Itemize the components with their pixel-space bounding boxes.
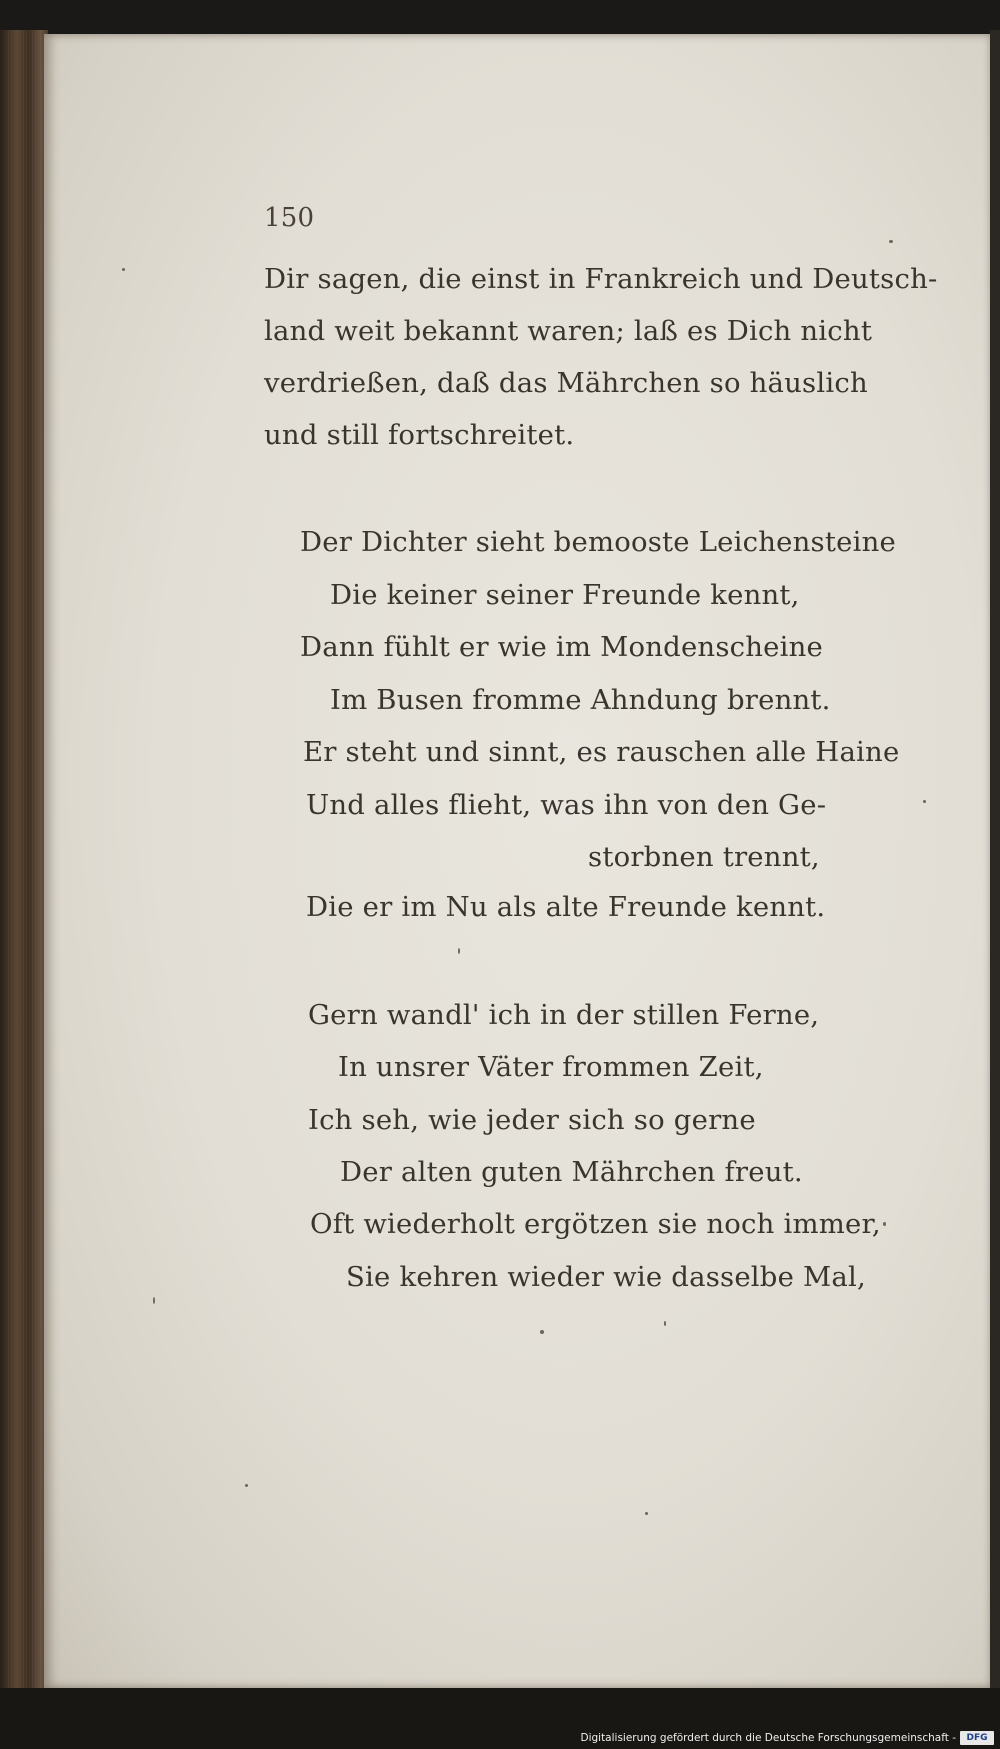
page-number: 150 (264, 203, 315, 233)
paper-speck (664, 1321, 666, 1326)
dfg-logo: DFG (960, 1731, 994, 1745)
verse-line: Die keiner seiner Freunde kennt, (330, 579, 800, 611)
prose-line-2: land weit bekannt waren; laß es Dich nicht (264, 315, 873, 347)
verse-line: Und alles flieht, was ihn von den Ge- (306, 789, 827, 821)
verse-line: storbnen trennt, (588, 841, 820, 873)
paper-speck (458, 948, 460, 954)
paper-speck (245, 1484, 248, 1487)
verse-line: Die er im Nu als alte Freunde kennt. (306, 891, 826, 923)
verse-line: Er steht und sinnt, es rauschen alle Haine (303, 736, 900, 768)
verse-line: Der alten guten Mährchen freut. (340, 1156, 803, 1188)
paper-speck (122, 268, 125, 271)
book-page-edges (0, 30, 48, 1690)
scan-right-border (990, 30, 1000, 1690)
prose-line-3: verdrießen, daß das Mährchen so häuslich (264, 367, 868, 399)
verse-line: Sie kehren wieder wie dasselbe Mal, (346, 1261, 866, 1293)
paper-speck (923, 800, 926, 803)
verse-line: Dann fühlt er wie im Mondenscheine (300, 631, 824, 663)
verse-line: Oft wiederholt ergötzen sie noch immer, (310, 1208, 881, 1240)
paper-speck (153, 1297, 155, 1304)
paper-speck (889, 240, 893, 243)
scan-top-border (0, 0, 1000, 36)
paper-speck (883, 1222, 886, 1226)
verse-line: Ich seh, wie jeder sich so gerne (308, 1104, 756, 1136)
verse-line: Gern wandl' ich in der stillen Ferne, (308, 999, 820, 1031)
verse-line: In unsrer Väter frommen Zeit, (338, 1051, 764, 1083)
verse-line: Im Busen fromme Ahndung brennt. (330, 684, 831, 716)
paper-speck (645, 1512, 648, 1515)
paper-speck (540, 1330, 544, 1334)
prose-line-1: Dir sagen, die einst in Frankreich und Deutsch- (264, 263, 938, 295)
verse-line: Der Dichter sieht bemooste Leichensteine (300, 526, 896, 558)
prose-line-4: und still fortschreitet. (264, 419, 575, 451)
digitization-credit: Digitalisierung gefördert durch die Deutsche Forschungsgemeinschaft - (580, 1732, 956, 1744)
